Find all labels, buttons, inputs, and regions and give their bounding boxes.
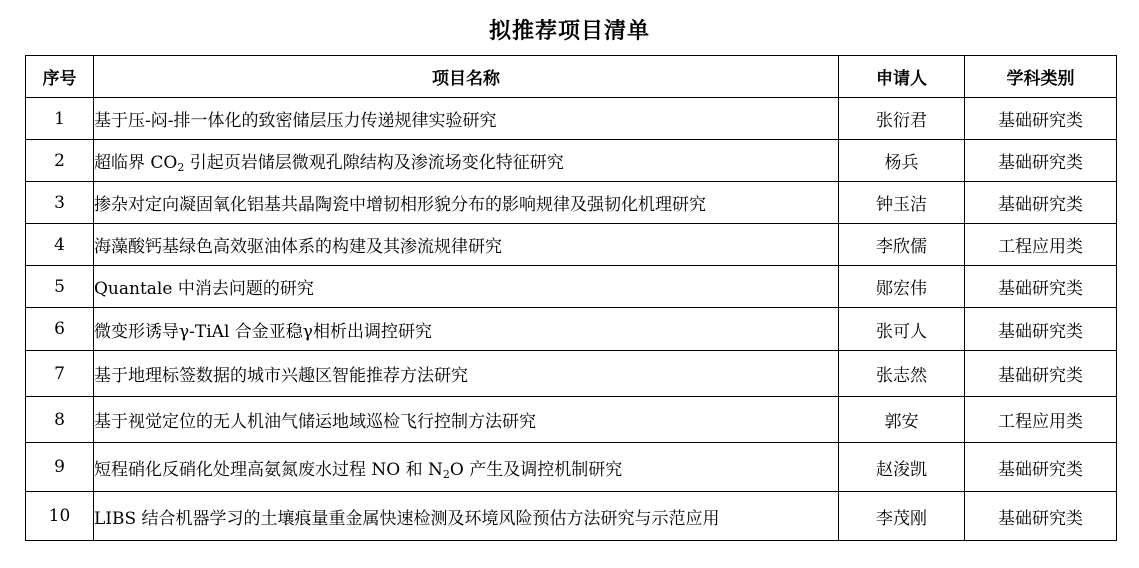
table-row (26, 492, 1117, 541)
row-number: 8 (26, 397, 94, 443)
header-no: 序号 (26, 56, 94, 98)
header-applicant: 申请人 (839, 56, 965, 98)
applicant-name: 张可人 (839, 308, 965, 351)
applicant-name: 李欣儒 (839, 224, 965, 266)
row-number: 4 (26, 224, 94, 266)
table-row (26, 140, 1117, 182)
project-name-part: 引起页岩储层微观孔隙结构及渗流场变化特征研究 (184, 153, 564, 173)
project-name: 海藻酸钙基绿色高效驱油体系的构建及其渗流规律研究 (94, 224, 839, 266)
project-name: 基于地理标签数据的城市兴趣区智能推荐方法研究 (94, 351, 839, 397)
applicant-name: 钟玉洁 (839, 182, 965, 224)
project-table (25, 55, 1117, 541)
subject-category: 工程应用类 (965, 397, 1117, 443)
row-number: 6 (26, 308, 94, 351)
table-row (26, 443, 1117, 492)
row-number: 9 (26, 443, 94, 492)
subject-category: 基础研究类 (965, 351, 1117, 397)
table-row (26, 351, 1117, 397)
subject-category: 基础研究类 (965, 443, 1117, 492)
subject-category: 基础研究类 (965, 492, 1117, 541)
row-number: 2 (26, 140, 94, 182)
subject-category: 基础研究类 (965, 98, 1117, 140)
subject-category: 工程应用类 (965, 224, 1117, 266)
project-name (94, 140, 839, 182)
project-name: Quantale 中消去问题的研究 (94, 266, 839, 308)
applicant-name: 郭安 (839, 397, 965, 443)
table-row (26, 308, 1117, 351)
project-name-part: O 产生及调控机制研究 (449, 459, 623, 480)
row-number: 1 (26, 98, 94, 140)
applicant-name: 李茂刚 (839, 492, 965, 541)
header-project-name: 项目名称 (94, 56, 839, 98)
table-row (26, 98, 1117, 140)
subscript-digit: 2 (442, 467, 450, 481)
project-name-part: 超临界 CO (94, 153, 178, 173)
applicant-name: 赵浚凯 (839, 443, 965, 492)
row-number: 5 (26, 266, 94, 308)
row-number: 7 (26, 351, 94, 397)
subscript-digit: 2 (177, 161, 185, 174)
applicant-name: 张衍君 (839, 98, 965, 140)
applicant-name: 杨兵 (839, 140, 965, 182)
subject-category: 基础研究类 (965, 182, 1117, 224)
project-name: 基于视觉定位的无人机油气储运地域巡检飞行控制方法研究 (94, 397, 839, 443)
subject-category: 基础研究类 (965, 140, 1117, 182)
table-row (26, 397, 1117, 443)
subject-category: 基础研究类 (965, 266, 1117, 308)
page-title: 拟推荐项目清单 (488, 18, 650, 44)
applicant-name: 张志然 (839, 351, 965, 397)
header-category: 学科类别 (965, 56, 1117, 98)
subject-category: 基础研究类 (965, 308, 1117, 351)
project-name-part: 短程硝化反硝化处理高氨氮废水过程 NO 和 N (94, 459, 443, 480)
project-name: LIBS 结合机器学习的土壤痕量重金属快速检测及环境风险预估方法研究与示范应用 (94, 492, 839, 541)
project-name: 基于压-闷-排一体化的致密储层压力传递规律实验研究 (94, 98, 839, 140)
table-row (26, 266, 1117, 308)
applicant-name: 郧宏伟 (839, 266, 965, 308)
table-row (26, 224, 1117, 266)
table-row (26, 182, 1117, 224)
project-name: 掺杂对定向凝固氧化铝基共晶陶瓷中增韧相形貌分布的影响规律及强韧化机理研究 (94, 182, 839, 224)
table-header-row (26, 56, 1117, 98)
project-name: 微变形诱导γ-TiAl 合金亚稳γ相析出调控研究 (94, 308, 839, 351)
project-name (94, 443, 839, 492)
row-number: 10 (26, 492, 94, 541)
row-number: 3 (26, 182, 94, 224)
